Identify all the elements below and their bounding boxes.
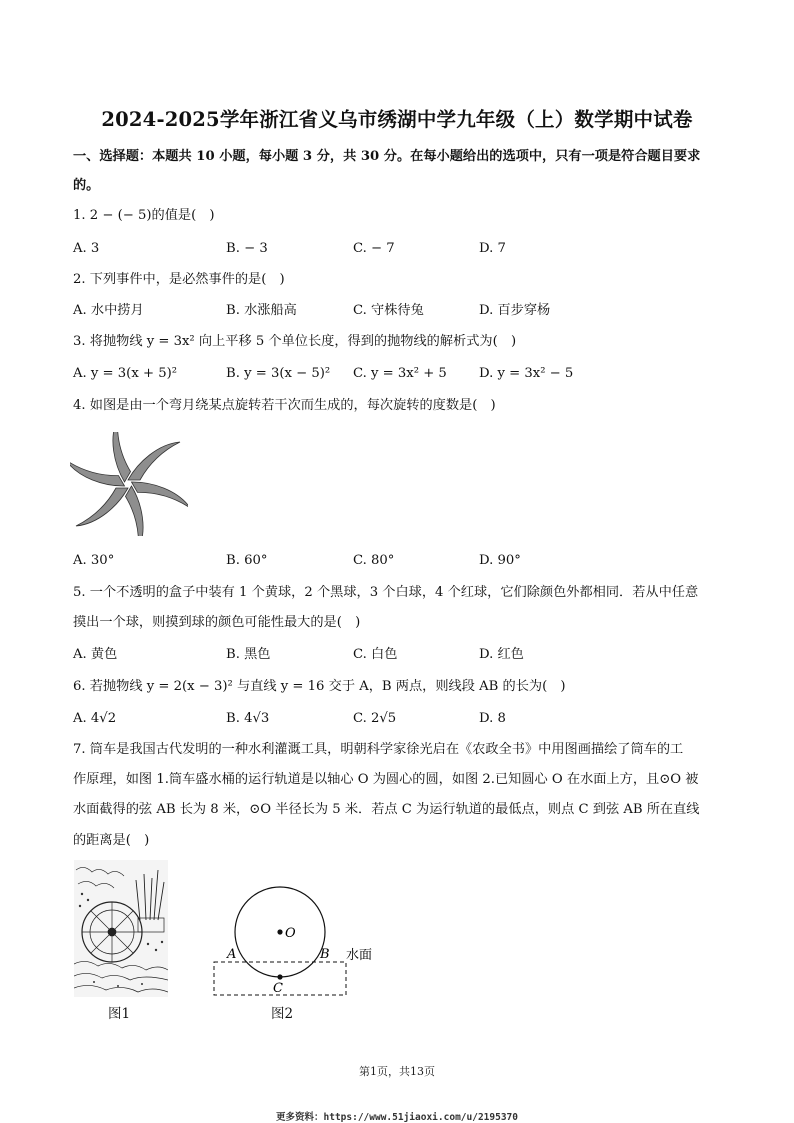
q2-stem: 2. 下列事件中，是必然事件的是( ) bbox=[73, 272, 285, 287]
q6-option-c: C. 2√5 bbox=[353, 711, 397, 726]
center-point bbox=[277, 929, 282, 934]
q3-option-c: C. y = 3x² + 5 bbox=[353, 366, 447, 381]
q5-option-c: C. 白色 bbox=[353, 647, 398, 662]
q6-option-d: D. 8 bbox=[479, 711, 506, 726]
q4-option-c: C. 80° bbox=[353, 553, 395, 568]
q4-stem: 4. 如图是由一个弯月绕某点旋转若干次而生成的，每次旋转的度数是( ) bbox=[73, 398, 496, 413]
label-b: B bbox=[320, 947, 330, 962]
q7-stem-line2: 作原理，如图 1.筒车盛水桶的运行轨道是以轴心 O 为圆心的圆，如图 2.已知圆心 O 在水面上方，且⊙O 被 bbox=[73, 772, 699, 787]
q4-option-d: D. 90° bbox=[479, 553, 521, 568]
point-c bbox=[277, 974, 282, 979]
crescent-1 bbox=[128, 442, 180, 480]
q5-option-d: D. 红色 bbox=[479, 647, 524, 662]
q3-option-d: D. y = 3x² − 5 bbox=[479, 366, 574, 381]
q6-option-b: B. 4√3 bbox=[226, 711, 270, 726]
label-water: 水面 bbox=[346, 948, 373, 963]
q1-option-d: D. 7 bbox=[479, 241, 506, 256]
q2-option-d: D. 百步穿杨 bbox=[479, 303, 551, 318]
crescent-4 bbox=[76, 488, 128, 526]
q6-stem: 6. 若抛物线 y = 2(x − 3)² 与直线 y = 16 交于 A，B 两点，则线段 AB 的长为( ) bbox=[73, 679, 566, 694]
q2-option-a: A. 水中捞月 bbox=[73, 303, 144, 318]
circle-chord-diagram bbox=[205, 855, 395, 1000]
q2-option-b: B. 水涨船高 bbox=[226, 303, 297, 318]
q3-option-b: B. y = 3(x − 5)² bbox=[226, 366, 331, 381]
label-a: A bbox=[227, 947, 237, 962]
q6-option-a: A. 4√2 bbox=[73, 711, 117, 726]
label-o: O bbox=[285, 926, 296, 941]
q4-option-a: A. 30° bbox=[73, 553, 115, 568]
q1-option-a: A. 3 bbox=[73, 241, 100, 256]
figure2-caption: 图2 bbox=[271, 1006, 294, 1022]
resource-link[interactable]: 更多资料：https://www.51jiaoxi.com/u/2195370 bbox=[276, 1112, 518, 1123]
q7-stem-line3: 水面截得的弦 AB 长为 8 米，⊙O 半径长为 5 米．若点 C 为运行轨道的最低点，则点 C 到弦 AB 所在直线 bbox=[73, 802, 700, 817]
figure1-caption: 图1 bbox=[108, 1006, 131, 1022]
waterwheel-illustration bbox=[74, 860, 168, 997]
q3-option-a: A. y = 3(x + 5)² bbox=[73, 366, 178, 381]
crescent-pinwheel-figure bbox=[70, 432, 188, 536]
page-title: 2024-2025学年浙江省义乌市绣湖中学九年级（上）数学期中试卷 bbox=[101, 108, 693, 131]
q4-option-b: B. 60° bbox=[226, 553, 268, 568]
section-heading-line2: 的。 bbox=[73, 178, 100, 193]
q3-stem: 3. 将抛物线 y = 3x² 向上平移 5 个单位长度，得到的抛物线的解析式为( ) bbox=[73, 334, 517, 349]
label-c: C bbox=[273, 981, 283, 996]
q1-option-b: B. − 3 bbox=[226, 241, 268, 256]
page-footer: 第1页，共13页 bbox=[359, 1065, 435, 1078]
section-heading-line1: 一、选择题：本题共 10 小题，每小题 3 分，共 30 分。在每小题给出的选项中，只有一项是符合题目要求 bbox=[73, 149, 701, 164]
q5-stem-line2: 摸出一个球，则摸到球的颜色可能性最大的是( ) bbox=[73, 615, 361, 630]
q5-option-b: B. 黑色 bbox=[226, 647, 271, 662]
q1-stem: 1. 2 − (− 5)的值是( ) bbox=[73, 208, 215, 223]
q7-stem-line1: 7. 筒车是我国古代发明的一种水利灌溉工具，明朝科学家徐光启在《农政全书》中用图画描绘了筒车的工 bbox=[73, 742, 684, 757]
q7-stem-line4: 的距离是( ) bbox=[73, 833, 150, 848]
q2-option-c: C. 守株待兔 bbox=[353, 303, 424, 318]
q1-option-c: C. − 7 bbox=[353, 241, 395, 256]
q5-stem-line1: 5. 一个不透明的盒子中装有 1 个黄球，2 个黑球，3 个白球，4 个红球，它们除颜色外都相同．若从中任意 bbox=[73, 585, 699, 600]
q5-option-a: A. 黄色 bbox=[73, 647, 118, 662]
